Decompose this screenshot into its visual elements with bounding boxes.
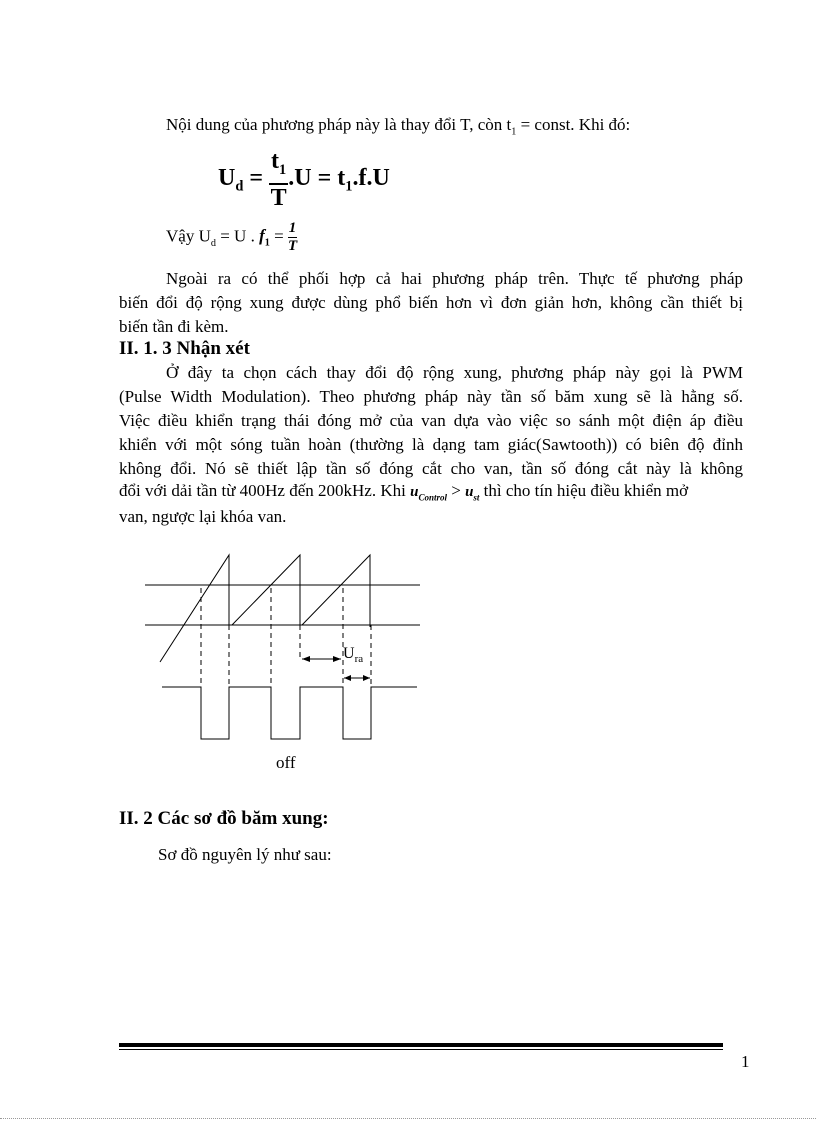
page-number: 1: [741, 1052, 750, 1071]
heading-nhan-xet: II. 1. 3 Nhận xét: [119, 338, 250, 359]
result-eq: =: [269, 226, 288, 246]
para2-line7: van, ngược lại khóa van.: [119, 507, 287, 526]
result-prefix-sub: d: [210, 237, 216, 249]
intro-subscript: 1: [511, 126, 517, 138]
formula-fraction: [269, 148, 288, 211]
para2-line3: Việc điều khiển trạng thái đóng mở của van dựa vào việc so sánh một điện áp điều: [119, 411, 743, 430]
para2-line1: Ở đây ta chọn cách thay đổi độ rộng xung, phương pháp này gọi là PWM: [166, 363, 743, 382]
para3: Sơ đồ nguyên lý như sau:: [158, 845, 332, 864]
para2-line4: khiển với một sóng tuần hoàn (thường là dạng tam giác(Sawtooth)) có biên độ đỉnh: [119, 435, 743, 454]
formula-mid: .U = t: [288, 164, 346, 191]
formula-lhs: U: [218, 164, 236, 191]
pwm-diagram: [140, 550, 430, 780]
formula-numerator: $t_1$: [269, 148, 288, 185]
result-f: f: [259, 226, 265, 246]
footer-rule-thick: [119, 1043, 723, 1047]
page-bottom-border: [0, 1118, 816, 1119]
u-st-sub: st: [473, 492, 480, 503]
result-f-sub: 1: [264, 237, 270, 249]
u-control-sub: Control: [418, 492, 447, 503]
u-st-symbol: u: [465, 484, 474, 500]
para2-line6-before: đổi với dải tần từ 400Hz đến 200kHz. Khi: [119, 481, 406, 500]
ura-arrow-head-right: [333, 656, 341, 662]
para2-line6-after: thì cho tín hiệu điều khiển mở: [483, 481, 689, 500]
intro-line: [166, 113, 726, 144]
result-line: [166, 220, 297, 256]
intro-text-end: = const. Khi đó:: [516, 115, 631, 134]
result-denominator: T: [287, 238, 298, 254]
result-prefix: Vậy U: [166, 226, 211, 246]
para1-line2: biến đổi độ rộng xung được dùng phổ biến hơn vì đơn giản hơn, không cần thiết bị: [119, 293, 743, 312]
dashed-guides: [201, 588, 371, 685]
width-arrow-head-left: [344, 675, 351, 681]
formula-ud: [218, 148, 390, 211]
width-arrow-head-right: [363, 675, 370, 681]
formula-eq: =: [243, 164, 270, 191]
off-label: off: [276, 753, 296, 772]
sawtooth-wave: [160, 555, 370, 662]
ura-arrow-head-left: [302, 656, 310, 662]
pulse-train: [162, 687, 417, 739]
formula-lhs-sub: d: [235, 178, 244, 195]
formula-denominator: T: [270, 184, 287, 211]
result-fraction: [288, 220, 297, 255]
formula-mid-sub: 1: [345, 178, 353, 195]
para2-line5: không đổi. Nó sẽ thiết lập tần số đóng cắt cho van, tần số đóng cắt này là không: [119, 459, 743, 478]
footer-rule-thin: [119, 1049, 723, 1050]
para1-line3: biến tần đi kèm.: [119, 317, 229, 336]
result-mid: = U .: [215, 226, 260, 246]
para1-line1: Ngoài ra có thể phối hợp cả hai phương pháp trên. Thực tế phương pháp: [166, 269, 743, 288]
heading-cac-so-do: II. 2 Các sơ đồ băm xung:: [119, 808, 329, 829]
result-numerator: 1: [288, 220, 297, 236]
u-control-symbol: u: [410, 484, 419, 500]
para2-line2: (Pulse Width Modulation). Theo phương pháp này tần số băm xung sẽ là hằng số.: [119, 387, 743, 406]
ura-label: $U_{ra}$: [343, 645, 364, 665]
intro-text: Nội dung của phương pháp này là thay đổi T, còn t: [166, 115, 512, 134]
gt-symbol: >: [446, 481, 466, 500]
formula-end: .f.U: [352, 164, 390, 191]
